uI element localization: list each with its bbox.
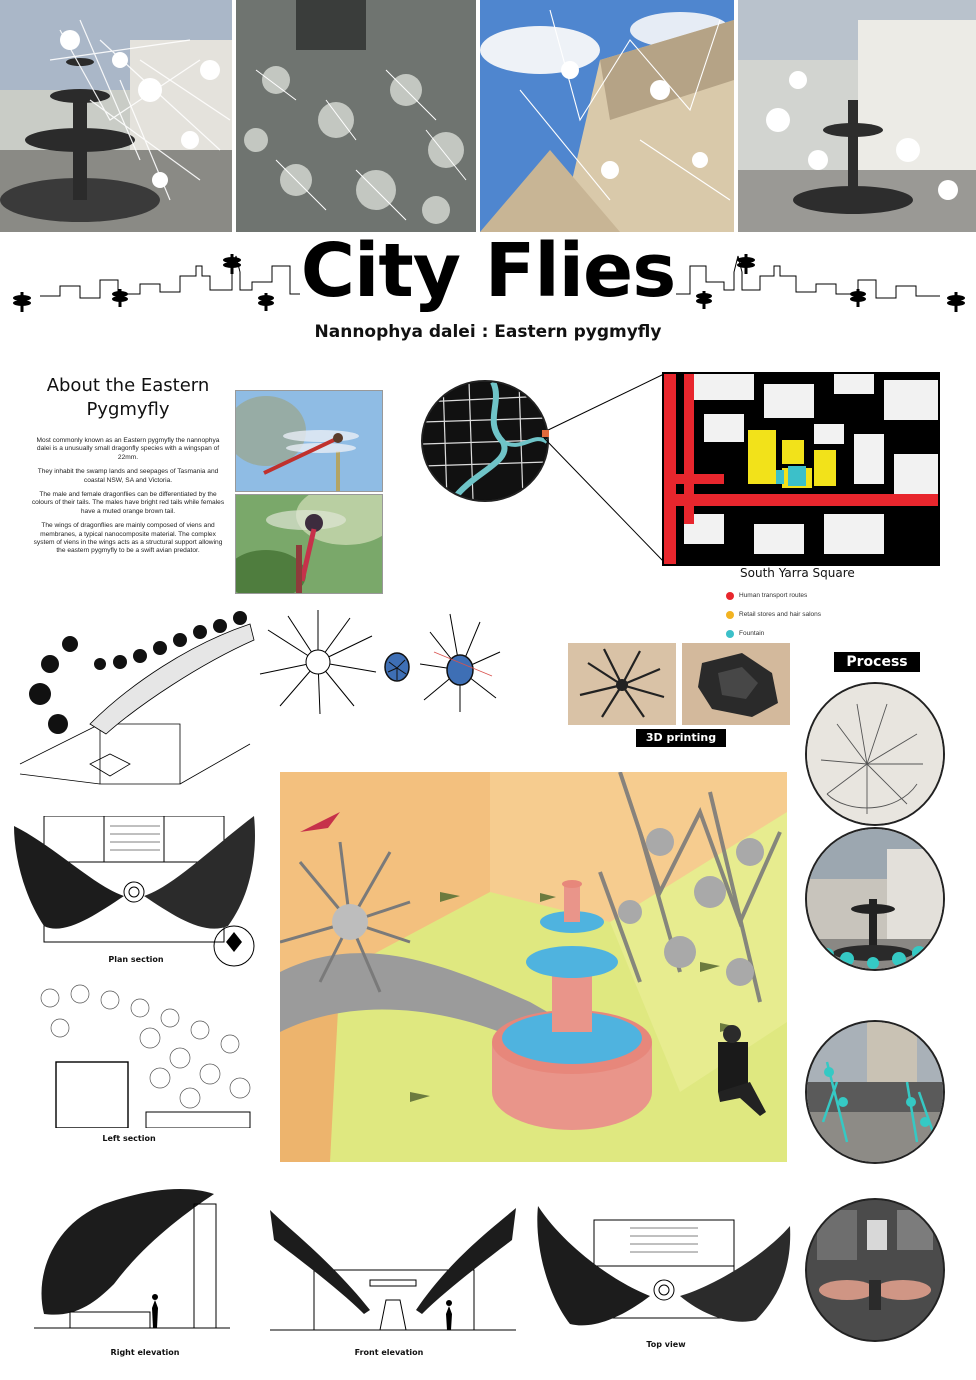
legend-dot-icon — [726, 592, 734, 600]
dragonfly-photo-male — [235, 390, 383, 492]
process-photo-circle-3 — [805, 1198, 945, 1342]
top-view-drawing — [534, 1206, 794, 1332]
legend-item — [726, 586, 821, 605]
legend-dot-icon — [726, 611, 734, 619]
process-sketch-circle — [805, 682, 945, 826]
plan-section-caption: Plan section — [108, 955, 164, 964]
page-title: City Flies — [300, 228, 676, 314]
map-location-title: South Yarra Square — [740, 566, 855, 580]
page-subtitle: Nannophya dalei : Eastern pygmyfly — [314, 322, 662, 342]
collage-photo-water — [236, 0, 476, 232]
city-map-circle — [421, 380, 549, 502]
seed-pod-icon — [384, 652, 410, 682]
about-heading-line-2: Pygmyfly — [86, 399, 170, 420]
printed-model-photo-1 — [568, 643, 676, 725]
about-paragraph: The wings of dragonflies are mainly composed of viens and membranes, a typical nanocomposite material. The complex system of viens in the wings acts as a structural support allowing the eastern pygmyfly to be a swift avian predator. — [33, 522, 223, 555]
top-view-caption: Top view — [646, 1340, 686, 1349]
printing-label: 3D printing — [636, 729, 726, 747]
main-render — [280, 772, 787, 1162]
right-elevation-caption: Right elevation — [110, 1348, 180, 1357]
process-label: Process — [834, 652, 920, 672]
legend-item — [726, 605, 821, 624]
process-photo-circle-2 — [805, 1020, 945, 1164]
site-map-detail — [662, 372, 940, 566]
dragonfly-photo-female — [235, 494, 383, 594]
collage-photo-fountain-2 — [738, 0, 976, 232]
map-zoom-lines — [540, 370, 670, 570]
collage-photo-building — [480, 0, 734, 232]
seed-pod-spiked-drawing — [420, 612, 502, 712]
legend-label: Fountain — [739, 630, 765, 637]
process-photo-circle-1 — [805, 827, 945, 971]
about-heading — [28, 374, 228, 422]
about-body — [30, 437, 226, 562]
about-paragraph: The male and female dragonflies can be differentiated by the colours of their tails. The males have bright red tails while females have a muted orange brown tail. — [31, 491, 225, 515]
isometric-drawing — [10, 604, 260, 790]
spiky-module-drawing — [258, 610, 378, 714]
plan-section-drawing — [14, 816, 258, 976]
about-paragraph: They inhabit the swamp lands and seepages of Tasmania and coastal NSW, SA and Victoria. — [37, 468, 219, 484]
legend-dot-icon — [726, 630, 734, 638]
left-section-caption: Left section — [102, 1134, 156, 1143]
left-section-drawing — [30, 978, 258, 1128]
printed-model-photo-2 — [682, 643, 790, 725]
legend-label: Retail stores and hair salons — [739, 611, 822, 618]
legend-item — [726, 624, 821, 643]
map-legend — [726, 586, 821, 643]
about-paragraph: Most commonly known as an Eastern pygmyfly the nannophya dalei is a unusually small dragonfly species with a wingspan of 22mm. — [36, 437, 220, 461]
right-elevation-drawing — [34, 1184, 230, 1344]
collage-photo-fountain-1 — [0, 0, 232, 232]
front-elevation-caption: Front elevation — [354, 1348, 424, 1357]
about-heading-line-1: About the Eastern — [46, 375, 210, 396]
front-elevation-drawing — [270, 1200, 516, 1336]
legend-label: Human transport routes — [739, 592, 808, 599]
